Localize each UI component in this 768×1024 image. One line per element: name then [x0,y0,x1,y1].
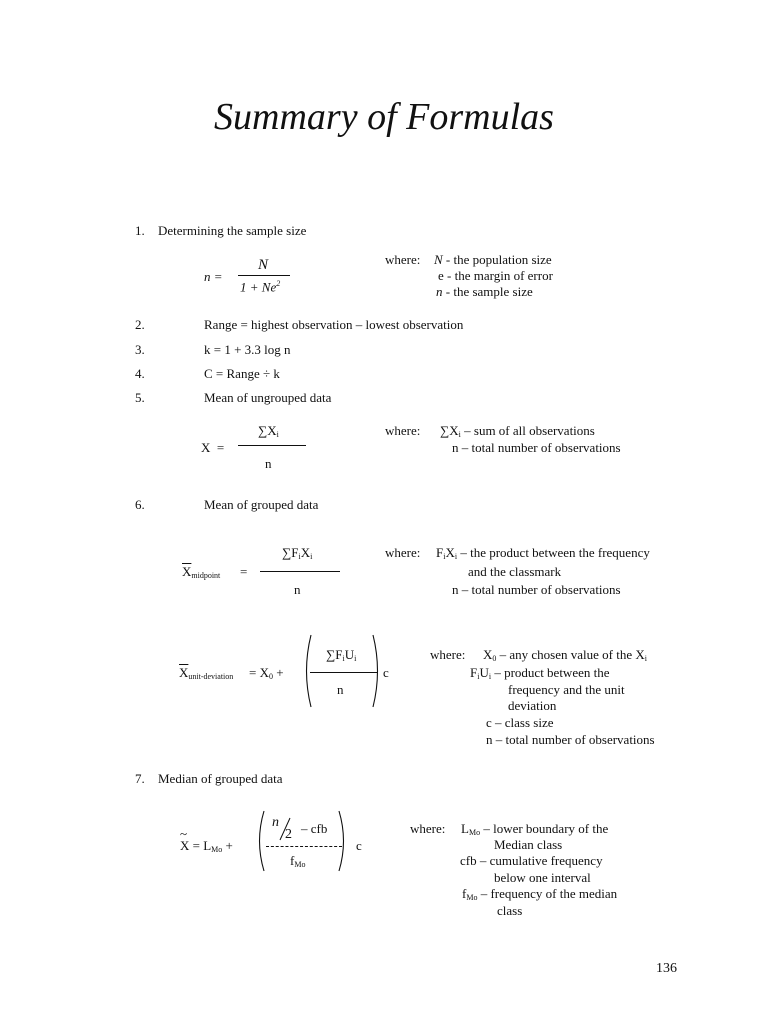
note-population: N - the population size [434,252,552,267]
where-label: where: [410,821,446,836]
note-median-frequency-cont: class [497,903,523,918]
formula-denominator: $1 + Ne^2$ [240,279,281,295]
note-product-cont: deviation [508,698,557,713]
item-heading: Mean of ungrouped data [204,390,332,405]
formula-denominator: $f_{Mo}$ [290,853,306,869]
item-number: 2. [135,317,145,332]
fraction-bar [238,275,290,276]
item-number: 1. [135,223,145,238]
formula-lhs: $\overline{X}_{midpoint}$ [182,564,221,580]
right-parenthesis [371,634,383,708]
formula-lhs: n = [204,269,223,284]
note-product: $F_iX_i$ – the product between the frequency [436,545,650,561]
item-heading: Determining the sample size [158,223,307,238]
left-parenthesis [301,634,313,708]
fraction-bar [310,672,378,673]
formula-lhs: X = [201,440,225,455]
minus-cfb: – cfb [301,821,328,836]
fraction-bar [238,445,306,446]
left-parenthesis [254,810,266,872]
note-product-cont: frequency and the unit [508,682,625,697]
formula-multiplier: c [356,838,362,853]
equals-sign: = [240,564,248,579]
fraction-bar [260,571,340,572]
note-median-frequency: $f_{Mo}$ – frequency of the median [462,886,618,902]
fraction-bar [266,846,342,848]
formula-class-width: C = Range ÷ k [204,366,280,381]
item-number: 5. [135,390,145,405]
note-count: n – total number of observations [486,732,655,747]
page-number: 136 [656,961,677,976]
formula-lhs: $\overline{X}_{unit-deviation}$ [179,665,234,681]
formula-k: k = 1 + 3.3 log n [204,342,291,357]
item-number: 4. [135,366,145,381]
note-cumulative-frequency: cfb – cumulative frequency [460,853,603,868]
note-margin: e - the margin of error [438,268,553,283]
note-count: n – total number of observations [452,582,621,597]
formula-lhs-rest: = $X_0$ + [249,665,284,681]
where-label: where: [430,647,466,662]
page-title: Summary of Formulas [214,96,554,138]
note-product-cont: and the classmark [468,564,562,579]
formula-range: Range = highest observation – lowest observation [204,317,464,332]
note-class-size: c – class size [486,715,554,730]
where-label: where: [385,252,421,267]
note-lower-boundary-cont: Median class [494,837,563,852]
where-label: where: [385,545,421,560]
item-number: 3. [135,342,145,357]
note-count: n – total number of observations [452,440,621,455]
formula-numerator: $\sum X_i$ [258,423,279,439]
formula-multiplier: c [383,665,389,680]
formula-denominator: n [294,582,301,597]
formula-numerator: $\sum F_iX_i$ [282,545,313,561]
right-parenthesis [337,810,349,872]
formula-denominator: n [265,456,272,471]
note-sample: n - the sample size [436,284,533,299]
note-sum: $\sum X_i$ – sum of all observations [440,423,595,439]
where-label: where: [385,423,421,438]
fraction-n: n [272,815,279,830]
note-chosen-value: $X_0$ – any chosen value of the $X_i$ [483,647,647,663]
fraction-2: 2 [285,827,292,842]
item-number: 7. [135,771,145,786]
item-heading: Median of grouped data [158,771,283,786]
note-product: $F_iU_i$ – product between the [470,665,610,681]
formula-denominator: n [337,682,344,697]
formula-lhs: ~ $X = L_{Mo}$ + [180,826,233,854]
item-number: 6. [135,497,145,512]
formula-numerator: $\sum F_iU_i$ [326,647,357,663]
note-lower-boundary: $L_{Mo}$ – lower boundary of the [461,821,609,837]
formula-numerator: N [258,257,269,273]
item-heading: Mean of grouped data [204,497,319,512]
note-cumulative-frequency-cont: below one interval [494,870,591,885]
